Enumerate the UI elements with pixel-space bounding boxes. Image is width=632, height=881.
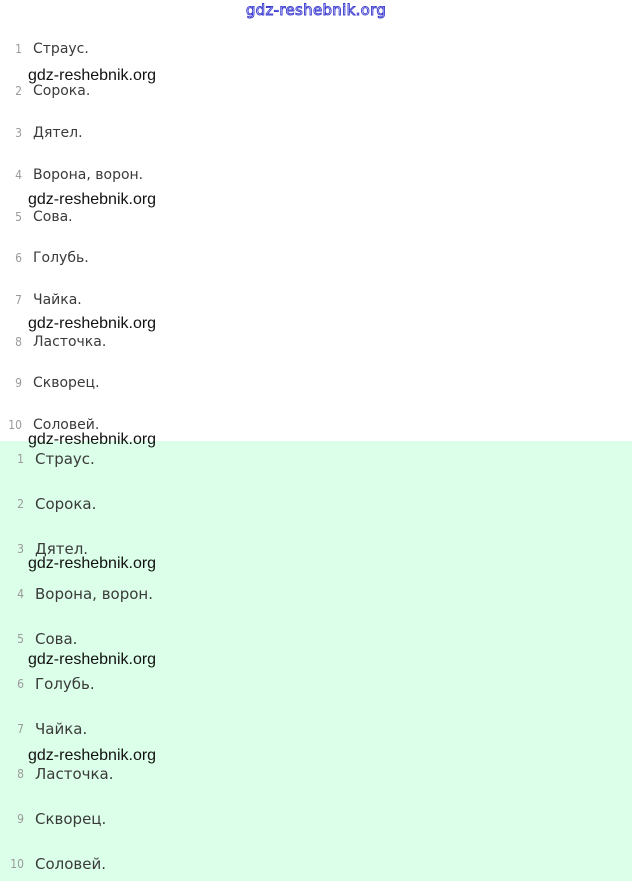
list-item bbox=[0, 807, 632, 831]
item-text: Ласточка. bbox=[33, 334, 107, 350]
item-number: 8 bbox=[17, 767, 24, 781]
item-number: 2 bbox=[17, 497, 24, 511]
item-text: Ворона, ворон. bbox=[33, 167, 144, 183]
item-number: 1 bbox=[17, 452, 24, 466]
item-number: 9 bbox=[15, 376, 22, 390]
list-item bbox=[0, 717, 632, 741]
watermark: gdz-reshebnik.org bbox=[28, 315, 157, 332]
list-item bbox=[0, 582, 632, 606]
item-text: Сова. bbox=[35, 630, 78, 648]
header-watermark: gdz-reshebnik.org bbox=[245, 1, 387, 19]
list-item bbox=[0, 330, 632, 354]
watermark: gdz-reshebnik.org bbox=[28, 747, 157, 764]
item-number: 2 bbox=[15, 84, 22, 98]
item-number: 6 bbox=[15, 251, 22, 265]
list-item bbox=[0, 627, 632, 651]
item-number: 4 bbox=[17, 587, 24, 601]
watermark: gdz-reshebnik.org bbox=[28, 431, 157, 448]
item-text: Дятел. bbox=[33, 125, 83, 141]
item-number: 4 bbox=[15, 168, 22, 182]
item-number: 3 bbox=[15, 126, 22, 140]
watermark: gdz-reshebnik.org bbox=[28, 67, 157, 84]
list-item bbox=[0, 288, 632, 312]
list-item bbox=[0, 672, 632, 696]
item-text: Голубь. bbox=[35, 675, 95, 693]
item-number: 3 bbox=[17, 542, 24, 556]
item-number: 5 bbox=[15, 210, 22, 224]
watermark: gdz-reshebnik.org bbox=[28, 651, 157, 668]
item-text: Сова. bbox=[33, 209, 73, 225]
item-text: Скворец. bbox=[35, 810, 107, 828]
item-number: 7 bbox=[15, 293, 22, 307]
list-item bbox=[0, 37, 632, 61]
item-text: Соловей. bbox=[35, 855, 107, 873]
item-text: Чайка. bbox=[33, 292, 82, 308]
item-number: 6 bbox=[17, 677, 24, 691]
item-text: Скворец. bbox=[33, 375, 100, 391]
list-item bbox=[0, 762, 632, 786]
item-number: 9 bbox=[17, 812, 24, 826]
item-text: Ласточка. bbox=[35, 765, 114, 783]
item-text: Чайка. bbox=[35, 720, 88, 738]
item-number: 1 bbox=[15, 42, 22, 56]
list-item bbox=[0, 852, 632, 876]
list-item bbox=[0, 371, 632, 395]
list-item bbox=[0, 447, 632, 471]
item-number: 5 bbox=[17, 632, 24, 646]
item-text: Голубь. bbox=[33, 250, 89, 266]
list-item bbox=[0, 492, 632, 516]
watermark: gdz-reshebnik.org bbox=[28, 555, 157, 572]
item-number: 10 bbox=[10, 857, 24, 871]
answers-panel-top bbox=[0, 24, 632, 441]
list-item bbox=[0, 121, 632, 145]
item-text: Сорока. bbox=[33, 83, 91, 99]
item-text: Страус. bbox=[35, 450, 95, 468]
item-number: 10 bbox=[8, 418, 22, 432]
item-number: 8 bbox=[15, 335, 22, 349]
list-item bbox=[0, 163, 632, 187]
item-text: Дятел. bbox=[35, 540, 89, 558]
item-number: 7 bbox=[17, 722, 24, 736]
item-text: Ворона, ворон. bbox=[35, 585, 153, 603]
item-text: Страус. bbox=[33, 41, 89, 57]
list-item bbox=[0, 246, 632, 270]
item-text: Соловей. bbox=[33, 417, 100, 433]
watermark: gdz-reshebnik.org bbox=[28, 191, 157, 208]
item-text: Сорока. bbox=[35, 495, 97, 513]
